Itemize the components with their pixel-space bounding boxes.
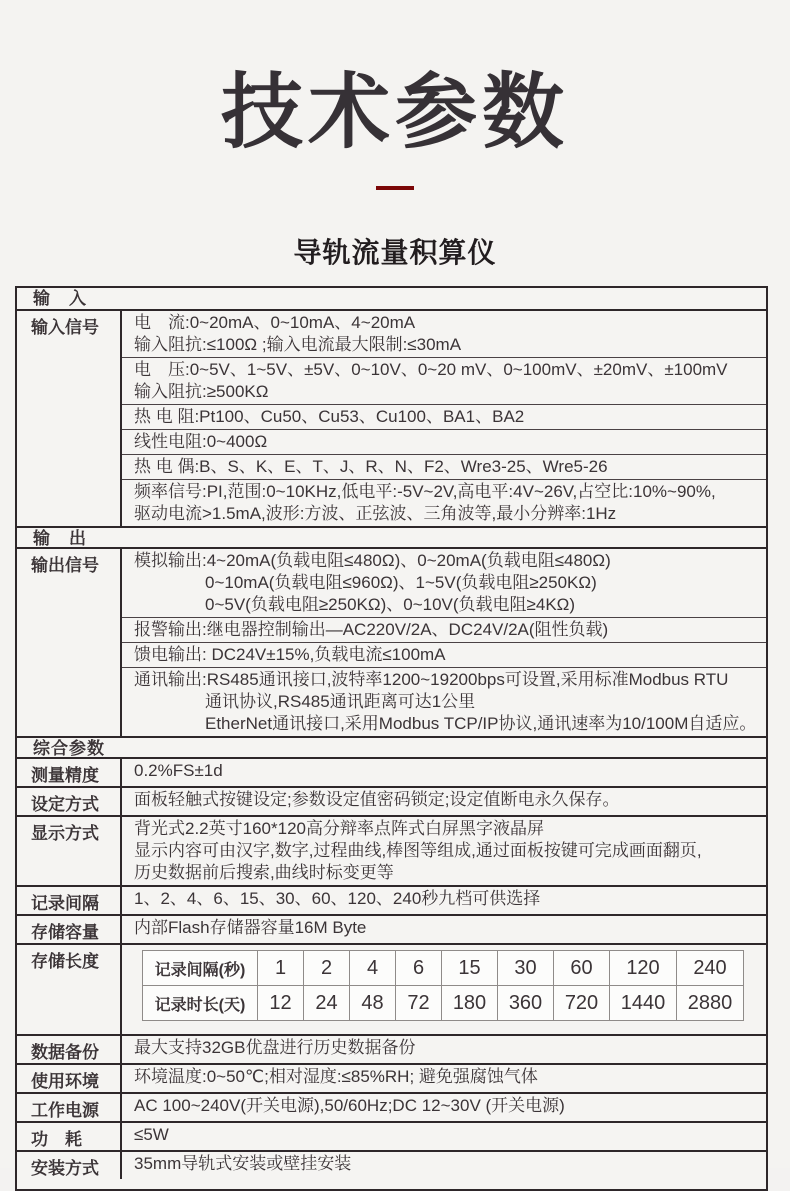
output-signal-group [17, 547, 766, 736]
spec-line: 显示内容可由汉字,数字,过程曲线,棒图等组成,通过面板按键可完成画面翻页, [134, 841, 702, 860]
storage-interval-value: 60 [554, 951, 610, 986]
table-row-storage-length [17, 943, 766, 1034]
table-row [122, 617, 766, 642]
storage-interval-value: 2 [304, 951, 350, 986]
table-row [17, 1034, 766, 1063]
row-value [122, 1036, 766, 1063]
table-row [17, 914, 766, 943]
storage-interval-row [143, 951, 744, 986]
table-row [122, 642, 766, 667]
spec-line: 输入阻抗:≥500KΩ [134, 382, 269, 401]
row-label: 工作电源 [17, 1094, 122, 1121]
spec-line: 历史数据前后搜索,曲线时标变更等 [134, 863, 394, 882]
table-row [122, 357, 766, 404]
spec-line: 模拟输出:4~20mA(负载电阻≤480Ω)、0~20mA(负载电阻≤480Ω) [134, 551, 611, 570]
spec-line: ≤5W [134, 1125, 169, 1144]
spec-line: 热 电 阻:Pt100、Cu50、Cu53、Cu100、BA1、BA2 [134, 407, 525, 426]
storage-duration-row [143, 986, 744, 1021]
storage-duration-value: 48 [350, 986, 396, 1021]
product-name: 导轨流量积算仪 [293, 237, 497, 269]
spec-line: 1、2、4、6、15、30、60、120、240秒九档可供选择 [134, 889, 541, 908]
spec-line: 通讯输出:RS485通讯接口,波特率1200~19200bps可设置,采用标准Modbus RTU [134, 670, 729, 689]
row-label: 数据备份 [17, 1036, 122, 1063]
storage-length-table [142, 950, 744, 1021]
section-header-input: 输 入 [33, 289, 87, 308]
row-value [122, 1094, 766, 1121]
spec-line: 内部Flash存储器容量16M Byte [134, 918, 367, 937]
accent-dash [376, 186, 414, 190]
table-row [17, 1063, 766, 1092]
row-value [122, 1065, 766, 1092]
storage-interval-value: 240 [677, 951, 744, 986]
storage-interval-label: 记录间隔(秒) [143, 951, 258, 986]
storage-interval-value: 4 [350, 951, 396, 986]
storage-duration-value: 24 [304, 986, 350, 1021]
spec-table [15, 286, 768, 1191]
table-row [17, 757, 766, 786]
spec-line: 电 压:0~5V、1~5V、±5V、0~10V、0~20 mV、0~100mV、±20mV、±100mV [134, 360, 728, 379]
storage-duration-value: 360 [498, 986, 554, 1021]
spec-line: 输入阻抗:≤100Ω ;输入电流最大限制:≤30mA [134, 335, 462, 354]
section-header-output: 输 出 [17, 526, 766, 547]
table-row [17, 815, 766, 885]
output-signal-label: 输出信号 [17, 549, 122, 736]
spec-line: AC 100~240V(开关电源),50/60Hz;DC 12~30V (开关电源) [134, 1096, 565, 1115]
spec-line: 报警输出:继电器控制输出—AC220V/2A、DC24V/2A(阻性负载) [134, 620, 609, 639]
storage-interval-value: 30 [498, 951, 554, 986]
storage-duration-value: 1440 [610, 986, 677, 1021]
page-title: 技术参数 [220, 67, 569, 158]
table-row [122, 454, 766, 479]
storage-duration-label: 记录时长(天) [143, 986, 258, 1021]
spec-line: 0.2%FS±1d [134, 761, 223, 780]
spec-line: 0~5V(负载电阻≥250KΩ)、0~10V(负载电阻≥4KΩ) [205, 595, 576, 614]
table-row [17, 1092, 766, 1121]
spec-line: 电 流:0~20mA、0~10mA、4~20mA [134, 313, 416, 332]
storage-interval-value: 1 [258, 951, 304, 986]
storage-duration-value: 12 [258, 986, 304, 1021]
storage-duration-value: 180 [442, 986, 498, 1021]
spec-line: 0~10mA(负载电阻≤960Ω)、1~5V(负载电阻≥250KΩ) [205, 573, 597, 592]
row-label: 记录间隔 [17, 887, 122, 914]
spec-line: EtherNet通讯接口,采用Modbus TCP/IP协议,通讯速率为10/100M自适应。 [205, 714, 757, 733]
storage-interval-value: 6 [396, 951, 442, 986]
table-row [17, 1150, 766, 1189]
spec-line: 频率信号:PI,范围:0~10KHz,低电平:-5V~2V,高电平:4V~26V,占空比:10%~90%, [134, 482, 716, 501]
row-value [122, 1123, 766, 1150]
row-value [122, 1152, 766, 1179]
row-label: 安装方式 [17, 1152, 122, 1179]
spec-line: 背光式2.2英寸160*120高分辩率点阵式白屏黑字液晶屏 [134, 819, 544, 838]
output-signal-subrows [122, 549, 766, 736]
storage-duration-value: 72 [396, 986, 442, 1021]
row-value [122, 887, 766, 914]
table-row [122, 404, 766, 429]
section-header-general: 综合参数 [17, 736, 766, 757]
row-value [122, 916, 766, 943]
storage-duration-value: 720 [554, 986, 610, 1021]
spec-line: 环境温度:0~50℃;相对湿度:≤85%RH; 避免强腐蚀气体 [134, 1067, 538, 1086]
row-label: 功 耗 [17, 1123, 122, 1150]
row-value [122, 759, 766, 786]
row-value [122, 945, 766, 1034]
row-value [122, 788, 766, 815]
table-row [122, 479, 766, 526]
row-value [122, 817, 766, 885]
table-row [122, 549, 766, 617]
row-label: 存储容量 [17, 916, 122, 943]
row-label: 设定方式 [17, 788, 122, 815]
row-label: 显示方式 [17, 817, 122, 885]
spec-line: 最大支持32GB优盘进行历史数据备份 [134, 1038, 416, 1057]
spec-line: 馈电输出: DC24V±15%,负载电流≤100mA [134, 645, 446, 664]
spec-line: 通讯协议,RS485通讯距离可达1公里 [205, 692, 476, 711]
storage-interval-value: 120 [610, 951, 677, 986]
input-signal-subrows [122, 311, 766, 526]
table-row [17, 1121, 766, 1150]
spec-line: 面板轻触式按键设定;参数设定值密码锁定;设定值断电永久保存。 [134, 790, 620, 809]
spec-line: 热 电 偶:B、S、K、E、T、J、R、N、F2、Wre3-25、Wre5-26 [134, 457, 608, 476]
table-row [122, 667, 766, 736]
storage-duration-value: 2880 [677, 986, 744, 1021]
storage-interval-value: 15 [442, 951, 498, 986]
input-signal-group [17, 309, 766, 526]
table-row [122, 429, 766, 454]
table-row [17, 885, 766, 914]
spec-line: 线性电阻:0~400Ω [134, 432, 268, 451]
table-row [122, 311, 766, 357]
row-label: 测量精度 [17, 759, 122, 786]
row-label: 使用环境 [17, 1065, 122, 1092]
spec-line: 35mm导轨式安装或壁挂安装 [134, 1154, 352, 1173]
spec-line: 驱动电流>1.5mA,波形:方波、正弦波、三角波等,最小分辨率:1Hz [134, 504, 617, 523]
table-row [17, 786, 766, 815]
row-label: 存储长度 [17, 945, 122, 1034]
input-signal-label: 输入信号 [17, 311, 122, 526]
